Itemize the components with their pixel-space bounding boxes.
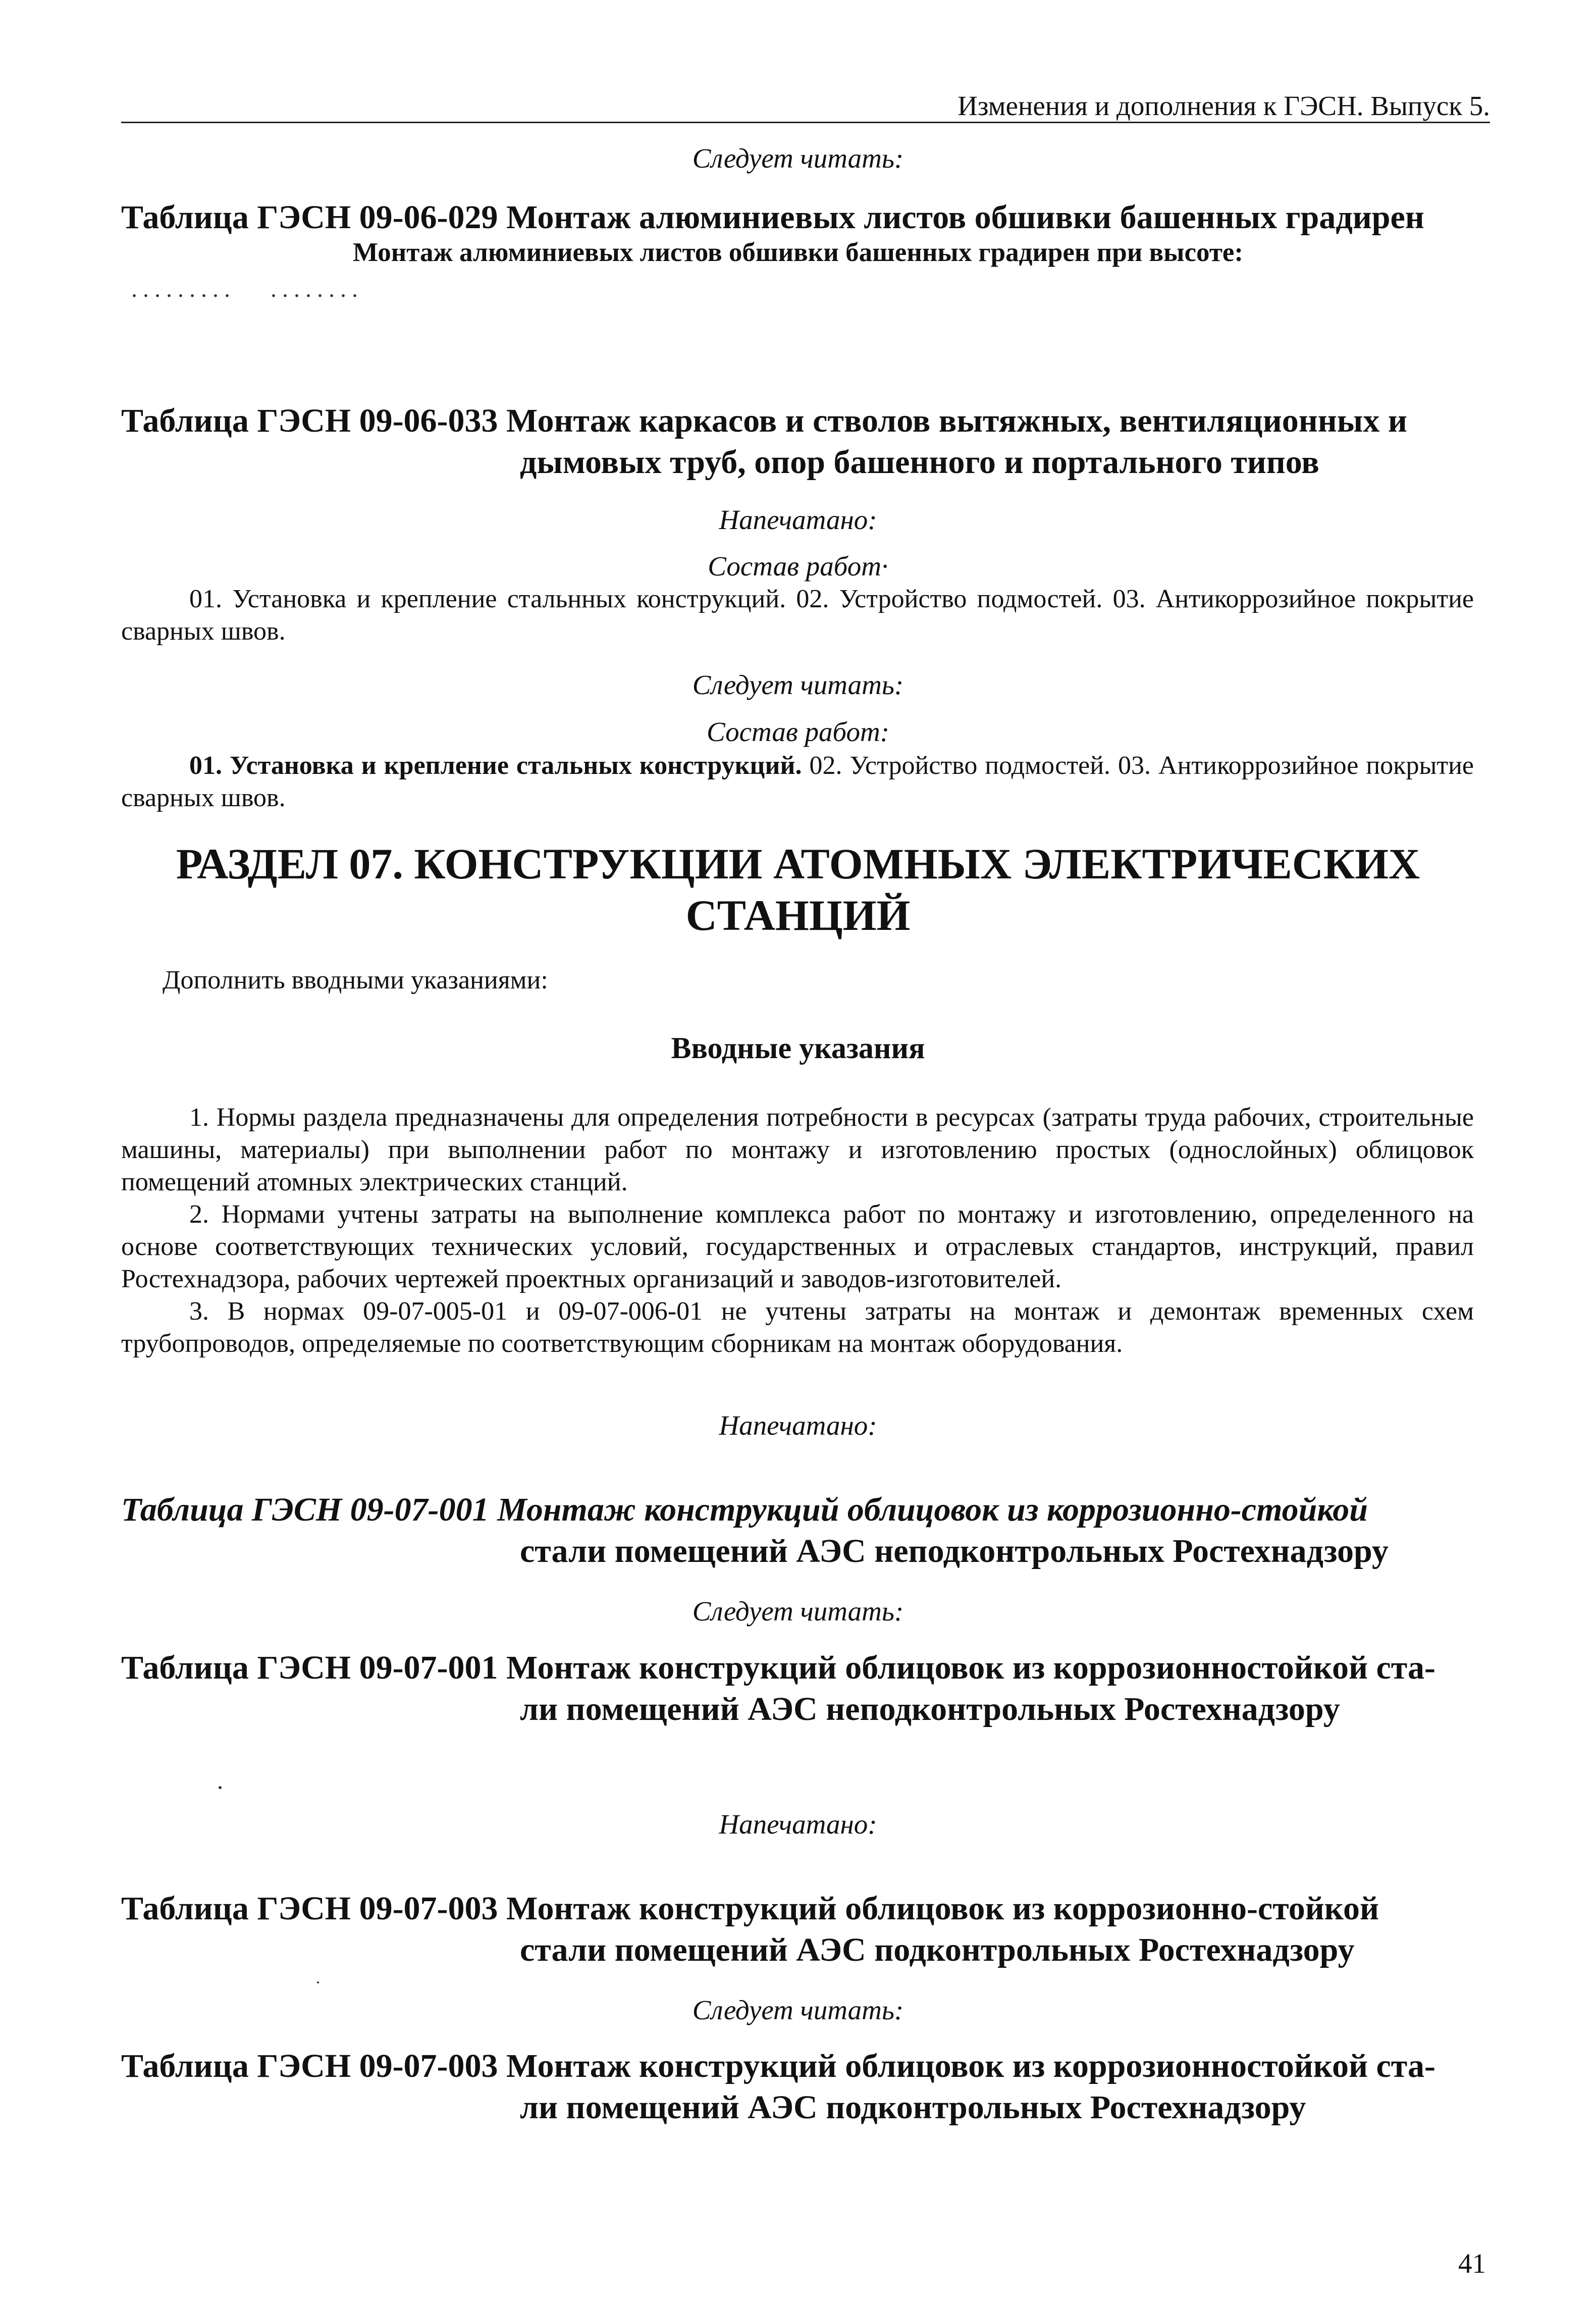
intro-paragraph-3: 3. В нормах 09-07-005-01 и 09-07-006-01 не учтены затраты на монтаж и демонтаж временных схем трубопроводов, определяемые по соответствующим сборникам на монтаж оборудования.	[121, 1297, 1474, 1358]
table-001-printed-title	[121, 1489, 1389, 1572]
sostav-corrected-rest: 02. Устройство подмостей. 03. Антикоррозийное покрытие сварных швов.	[121, 751, 1474, 812]
table-001-printed-line2: стали помещений АЭС неподконтрольных Ростехнадзору	[520, 1533, 1389, 1570]
table-001-corrected-line1: Таблица ГЭСН 09-07-001 Монтаж конструкций облицовок из коррозионностойкой ста-	[121, 1649, 1436, 1686]
section-heading-line2: СТАНЦИЙ	[685, 891, 911, 939]
intro-paragraph-1: 1. Нормы раздела предназначены для определения потребности в ресурсах (затраты труда рабочих, строительные машины, материалы) при выполнении работ по монтажу и изготовлению простых (однослойных) облицовок помещений атомных электрических станций.	[121, 1103, 1474, 1196]
table-001-printed-italic: Монтаж конструкций облицовок из коррозионно-стойкой	[489, 1491, 1368, 1528]
label-sostav-rabot: Состав работ:	[707, 716, 889, 747]
table-029-title-line: Таблица ГЭСН 09-06-029 Монтаж алюминиевых листов обшивки башенных градирен	[121, 199, 1424, 236]
supplement-note: Дополнить вводными указаниями:	[163, 966, 548, 995]
table-001-printed-prefix: Таблица ГЭСН 09-07-001	[121, 1491, 489, 1528]
table-033-title-line2: дымовых труб, опор башенного и портального типов	[520, 444, 1319, 481]
label-napechatano: Напечатано:	[719, 1809, 877, 1840]
sostav-corrected-bold: 01. Установка и крепление стальных конструкций.	[189, 751, 802, 780]
label-napechatano: Напечатано:	[719, 504, 877, 535]
page-number: 41	[1458, 2248, 1486, 2279]
table-003-printed-title	[121, 1888, 1379, 1971]
table-033-title-line1: Таблица ГЭСН 09-06-033 Монтаж каркасов и стволов вытяжных, вентиляционных и	[121, 402, 1407, 439]
label-sleduet-chitat: Следует читать:	[692, 1596, 904, 1627]
intro-title: Вводные указания	[671, 1031, 925, 1065]
intro-paragraph-2: 2. Нормами учтены затраты на выполнение комплекса работ по монтажу и изготовлению, определенного на основе соответствующих технических условий, государственных и отраслевых стандартов, инструкций, правил Ростехнадзора, рабочих чертежей проектных организаций и заводов-изготовителей.	[121, 1200, 1474, 1293]
header-rule	[121, 122, 1490, 123]
table-029-subtitle: Монтаж алюминиевых листов обшивки башенных градирен при высоте:	[352, 238, 1244, 267]
label-sostav-rabot: Состав работ·	[708, 551, 888, 582]
label-sleduet-chitat: Следует читать:	[692, 143, 904, 174]
table-029-dots: ......... ........	[131, 276, 363, 302]
label-sleduet-chitat: Следует читать:	[692, 669, 904, 700]
scan-speck	[317, 1981, 319, 1983]
table-033-title	[121, 400, 1407, 483]
section-heading-line1: РАЗДЕЛ 07. КОНСТРУКЦИИ АТОМНЫХ ЭЛЕКТРИЧЕСКИХ	[176, 840, 1420, 888]
table-003-printed-line2: стали помещений АЭС подконтрольных Ростехнадзору	[520, 1931, 1355, 1968]
table-003-printed-line1: Таблица ГЭСН 09-07-003 Монтаж конструкций облицовок из коррозионно-стойкой	[121, 1890, 1379, 1927]
scan-speck	[219, 1786, 222, 1789]
table-003-corrected-line2: ли помещений АЭС подконтрольных Ростехнадзору	[520, 2089, 1306, 2126]
running-header: Изменения и дополнения к ГЭСН. Выпуск 5.	[957, 90, 1490, 121]
table-001-corrected-title	[121, 1647, 1435, 1730]
label-napechatano: Напечатано:	[719, 1410, 877, 1441]
label-sleduet-chitat: Следует читать:	[692, 1995, 904, 2025]
sostav-printed-paragraph: 01. Установка и крепление стальнных конструкций. 02. Устройство подмостей. 03. Антикоррозийное покрытие сварных швов.	[121, 585, 1474, 646]
table-003-corrected-title	[121, 2046, 1435, 2128]
table-029-title	[121, 197, 1424, 238]
section-heading	[0, 838, 1596, 941]
table-001-corrected-line2: ли помещений АЭС неподконтрольных Ростехнадзору	[520, 1691, 1340, 1728]
table-003-corrected-line1: Таблица ГЭСН 09-07-003 Монтаж конструкций облицовок из коррозионностойкой ста-	[121, 2048, 1436, 2084]
sostav-corrected-paragraph	[121, 750, 1474, 814]
